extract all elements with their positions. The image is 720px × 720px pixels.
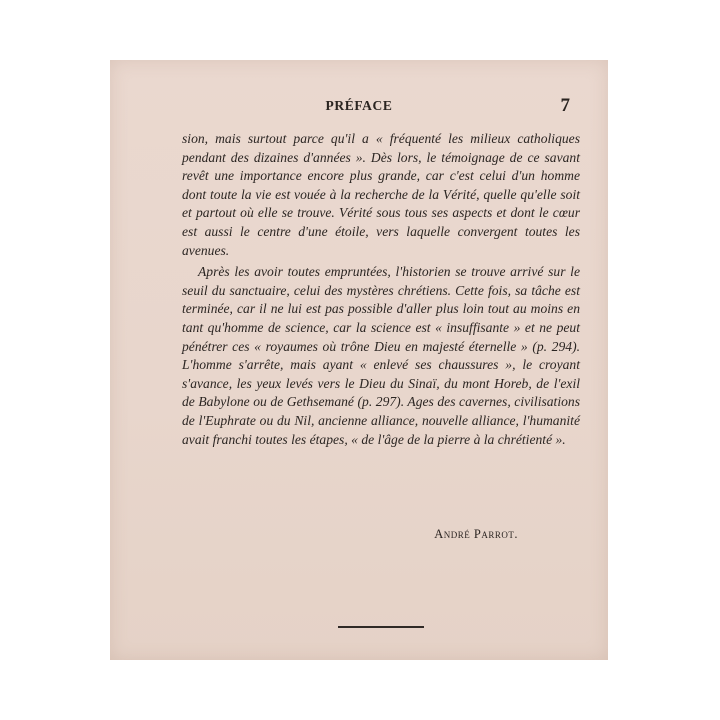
end-rule-divider	[338, 626, 424, 628]
page-number: 7	[560, 95, 570, 116]
book-page	[110, 60, 608, 660]
author-signature: André Parrot.	[434, 527, 518, 541]
body-text	[182, 130, 580, 449]
paragraph-2: Après les avoir toutes empruntées, l'historien se trouve arrivé sur le seuil du sanctuaire, celui des mystères chrétiens. Cette fois, sa tâche est terminée, car il ne lui est pas possible d'aller plus loin tout au moins en tant qu'homme de science, car la science est « insuffisante » et ne peut pénétrer ces « royaumes où trône Dieu en majesté éternelle » (p. 294). L'homme s'arrête, mais ayant « enlevé ses chaussures », le croyant s'avance, les yeux levés vers le Dieu du Sinaï, du mont Horeb, de l'exil de Babylone ou de Gethsemané (p. 297). Ages des cavernes, civilisations de l'Euphrate ou du Nil, ancienne alliance, nouvelle alliance, l'humanité avait franchi toutes les étapes, « de l'âge de la pierre à la chrétienté ».	[182, 264, 580, 447]
running-head: PRÉFACE	[325, 98, 393, 113]
page-header	[110, 95, 608, 120]
paragraph-1: sion, mais surtout parce qu'il a « fréquenté les milieux catholiques pendant des dizaines d'années ». Dès lors, le témoignage de ce savant revêt une importance encore plus grande, car c'est celui d'un homme dont toute la vie est vouée à la recherche de la Vérité, quelle qu'elle soit et partout où elle se trouve. Vérité sous tous ses aspects et dont le cœur est aussi le centre d'une étoile, vers laquelle convergent toutes les avenues.	[182, 131, 580, 258]
